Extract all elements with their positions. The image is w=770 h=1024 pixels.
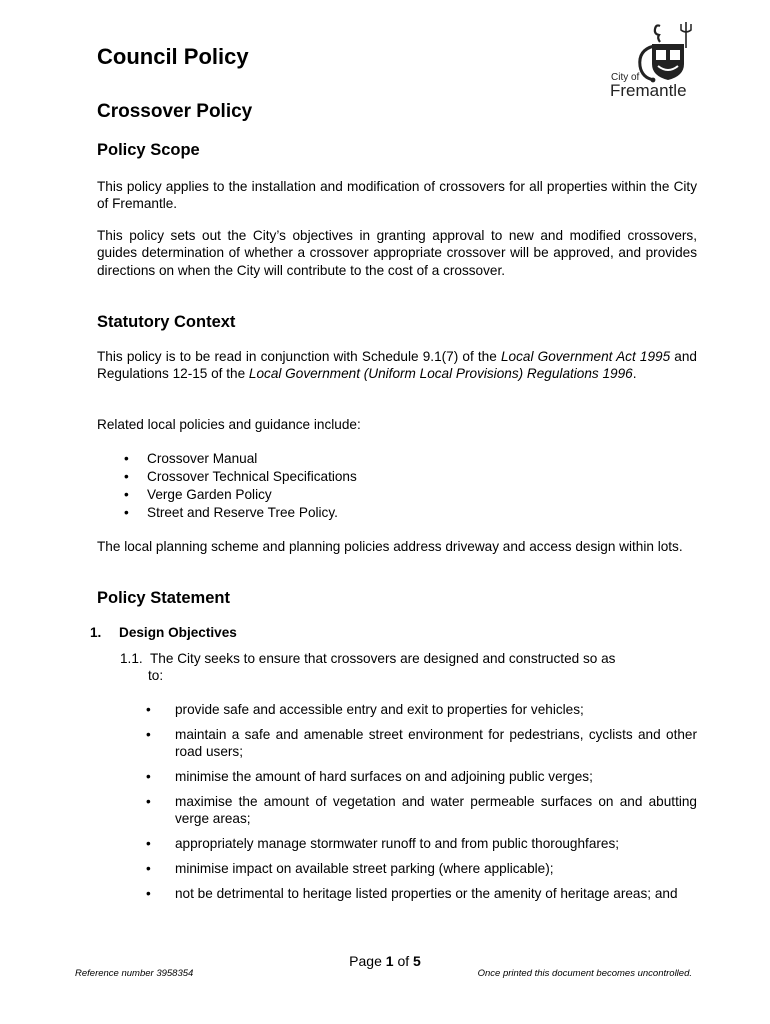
policy-scope-paragraph-2: This policy sets out the City’s objectives in granting approval to new and modified crossovers, guides determination of whether a crossover appropriate crossover will be approved, and provides directions on when the City will contribute to the cost of a crossover.	[97, 228, 697, 278]
list-item: • provide safe and accessible entry and exit to properties for vehicles;	[146, 702, 584, 717]
city-logo	[608, 20, 696, 102]
policy-scope-paragraph-1: This policy applies to the installation and modification of crossovers for all properties within the City of Fremantle.	[97, 179, 697, 212]
clause-1-1	[120, 650, 697, 685]
statutory-context-paragraph: This policy is to be read in conjunction with Schedule 9.1(7) of the Local Government Act 1995 and Regulations 12-15 of the Local Government (Uniform Local Provisions) Regulations 1996.	[97, 349, 697, 382]
logo-city-text: City of	[611, 72, 640, 83]
policy-title: Crossover Policy	[97, 101, 253, 122]
list-item: • maintain a safe and amenable street environment for pedestrians, cyclists and other road users;	[146, 727, 697, 759]
list-item: • Crossover Technical Specifications	[97, 468, 697, 486]
list-item: • minimise the amount of hard surfaces on and adjoining public verges;	[146, 769, 593, 784]
list-item: • maximise the amount of vegetation and water permeable surfaces on and abutting verge areas;	[146, 794, 697, 826]
clause-text: The City seeks to ensure that crossovers are designed and constructed so as	[150, 651, 616, 666]
statutory-context-heading: Statutory Context	[97, 313, 236, 331]
section-1-heading	[90, 625, 237, 640]
list-item: • Verge Garden Policy	[97, 486, 697, 504]
logo-name-text: Fremantle	[610, 81, 687, 100]
clause-text-continued: to:	[148, 668, 164, 684]
reference-number: Reference number 3958354	[75, 968, 194, 979]
policy-scope-heading: Policy Scope	[97, 141, 200, 159]
section-title: Design Objectives	[119, 625, 237, 640]
page-number: Page 1 of 5	[349, 953, 421, 969]
planning-scheme-paragraph: The local planning scheme and planning policies address driveway and access design within lots.	[97, 539, 683, 554]
list-item: • minimise impact on available street parking (where applicable);	[146, 861, 554, 876]
clause-number: 1.1.	[120, 651, 143, 666]
list-item: • appropriately manage stormwater runoff to and from public thoroughfares;	[146, 836, 620, 851]
list-item: • not be detrimental to heritage listed properties or the amenity of heritage areas; and	[146, 886, 678, 901]
list-item: • Crossover Manual	[97, 450, 697, 468]
related-policies-intro: Related local policies and guidance include:	[97, 417, 361, 432]
section-number: 1.	[90, 625, 102, 640]
related-policies-list	[97, 450, 697, 522]
policy-statement-heading: Policy Statement	[97, 589, 230, 607]
list-item: • Street and Reserve Tree Policy.	[97, 504, 697, 522]
doc-type-title: Council Policy	[97, 44, 249, 69]
uncontrolled-notice: Once printed this document becomes uncontrolled.	[477, 968, 692, 979]
